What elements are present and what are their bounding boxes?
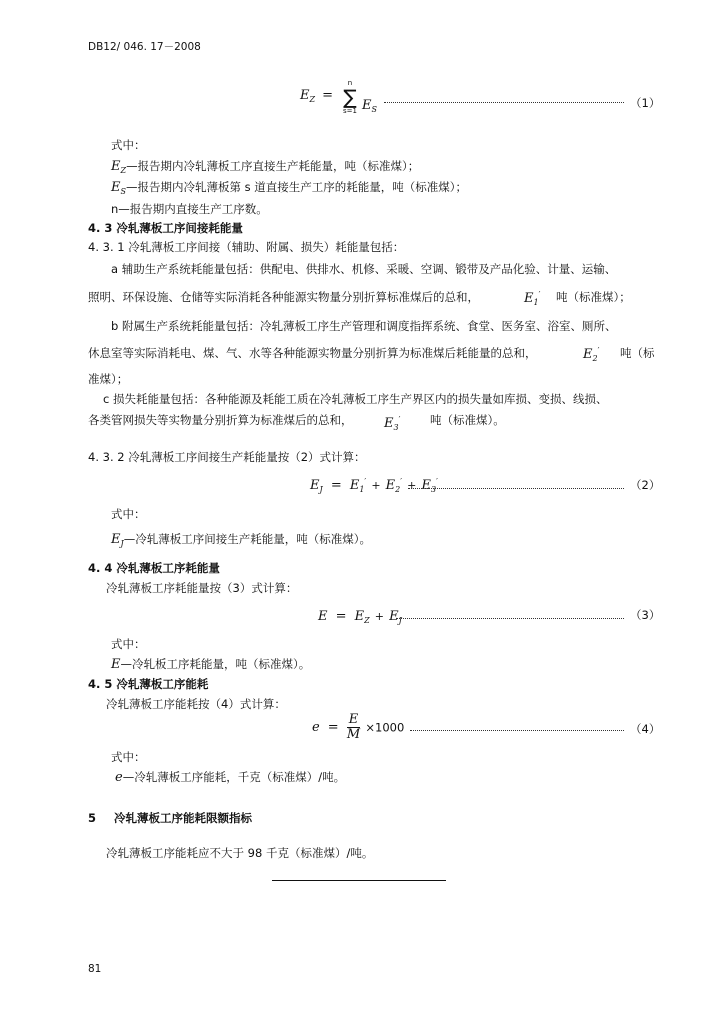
section-4-3-1: 4. 3. 1 冷轧薄板工序间接（辅助、附属、损失）耗能量包括： — [88, 240, 405, 254]
item-c-unit: 吨（标准煤）。 — [430, 413, 505, 427]
leader-dots — [410, 730, 624, 731]
section-4-3-heading: 4. 3 冷轧薄板工序间接耗能量 — [88, 221, 243, 235]
definition-e: E—冷轧板工序耗能量，吨（标准煤）。 — [111, 657, 311, 672]
item-b-line3: 准煤）； — [88, 372, 129, 386]
section-4-5-heading: 4. 5 冷轧薄板工序能耗 — [88, 677, 209, 691]
end-rule — [272, 880, 446, 881]
item-c-symbol: $E_3'$ — [384, 415, 401, 432]
section-5-heading: 5 冷轧薄板工序能耗限额指标 — [88, 811, 253, 825]
item-b-line1: b 附属生产系统耗能量包括：冷轧薄板工序生产管理和调度指挥系统、食堂、医务室、浴室、厕所、 — [111, 319, 617, 333]
equation-1: $E_Z$ = — [300, 88, 334, 104]
section-4-4-heading: 4. 4 冷轧薄板工序耗能量 — [88, 561, 220, 575]
item-c-line1: c 损失耗能量包括：各种能源及耗能工质在冷轧薄板工序生产界区内的损失量如库损、变损、线损、 — [103, 392, 608, 406]
where-label: 式中： — [111, 637, 146, 651]
item-a-line1: a 辅助生产系统耗能量包括：供配电、供排水、机修、采暖、空调、锻带及产品化验、计量、运输、 — [111, 262, 617, 276]
leader-dots — [396, 618, 624, 619]
equation-3: $E = E_Z + E_J$ — [318, 609, 402, 625]
equation-4-number: （4） — [630, 722, 661, 736]
document-id: DB12/ 046. 17－2008 — [88, 41, 201, 53]
definition-e-lower: e—冷轧薄板工序能耗，千克（标准煤）/吨。 — [115, 770, 346, 785]
item-b-unit: 吨（标 — [620, 346, 655, 360]
equation-4: e = $\frac{E}{M}$ ×1000 — [312, 712, 405, 742]
section-4-4-line: 冷轧薄板工序耗能量按（3）式计算： — [106, 581, 298, 595]
item-a-symbol: $E_1'$ — [524, 290, 541, 307]
sum-operator: n ∑ s=1 — [343, 79, 357, 115]
leader-dots — [408, 488, 624, 489]
definition-ez: $E_Z—$报告期内冷轧薄板工序直接生产耗能量，吨（标准煤）； — [111, 159, 420, 175]
definition-ej: $E_J—$冷轧薄板工序间接生产耗能量，吨（标准煤）。 — [111, 532, 371, 548]
definition-n: n—报告期内直接生产工序数。 — [111, 202, 268, 216]
item-a-line2: 照明、环保设施、仓储等实际消耗各种能源实物量分别折算标准煤后的总和， — [88, 290, 479, 304]
equation-2-number: （2） — [630, 478, 661, 492]
section-4-5-line: 冷轧薄板工序能耗按（4）式计算： — [106, 697, 286, 711]
equation-2: $E_J = E_1' + E_2' + E_3'$ — [310, 477, 438, 494]
equation-1-rhs: $E_S$ — [362, 98, 377, 114]
where-label: 式中： — [111, 138, 146, 152]
leader-dots — [384, 102, 624, 103]
equation-3-number: （3） — [630, 608, 661, 622]
item-b-line2: 休息室等实际消耗电、煤、气、水等各种能源实物量分别折算为标准煤后耗能量的总和， — [88, 346, 537, 360]
fraction: $\frac{E}{M}$ — [346, 712, 361, 742]
definition-es: $E_S—$报告期内冷轧薄板第 s 道直接生产工序的耗能量，吨（标准煤）； — [111, 180, 468, 196]
page-number: 81 — [88, 963, 102, 975]
item-c-line2: 各类管网损失等实物量分别折算为标准煤后的总和， — [88, 413, 353, 427]
equation-1-number: （1） — [630, 96, 661, 110]
where-label: 式中： — [111, 507, 146, 521]
item-a-unit: 吨（标准煤）； — [556, 290, 631, 304]
section-5-line: 冷轧薄板工序能耗应不大于 98 千克（标准煤）/吨。 — [106, 846, 374, 860]
section-4-3-2: 4. 3. 2 冷轧薄板工序间接生产耗能量按（2）式计算： — [88, 450, 366, 464]
item-b-symbol: $E_2'$ — [583, 346, 600, 363]
where-label: 式中： — [111, 750, 146, 764]
